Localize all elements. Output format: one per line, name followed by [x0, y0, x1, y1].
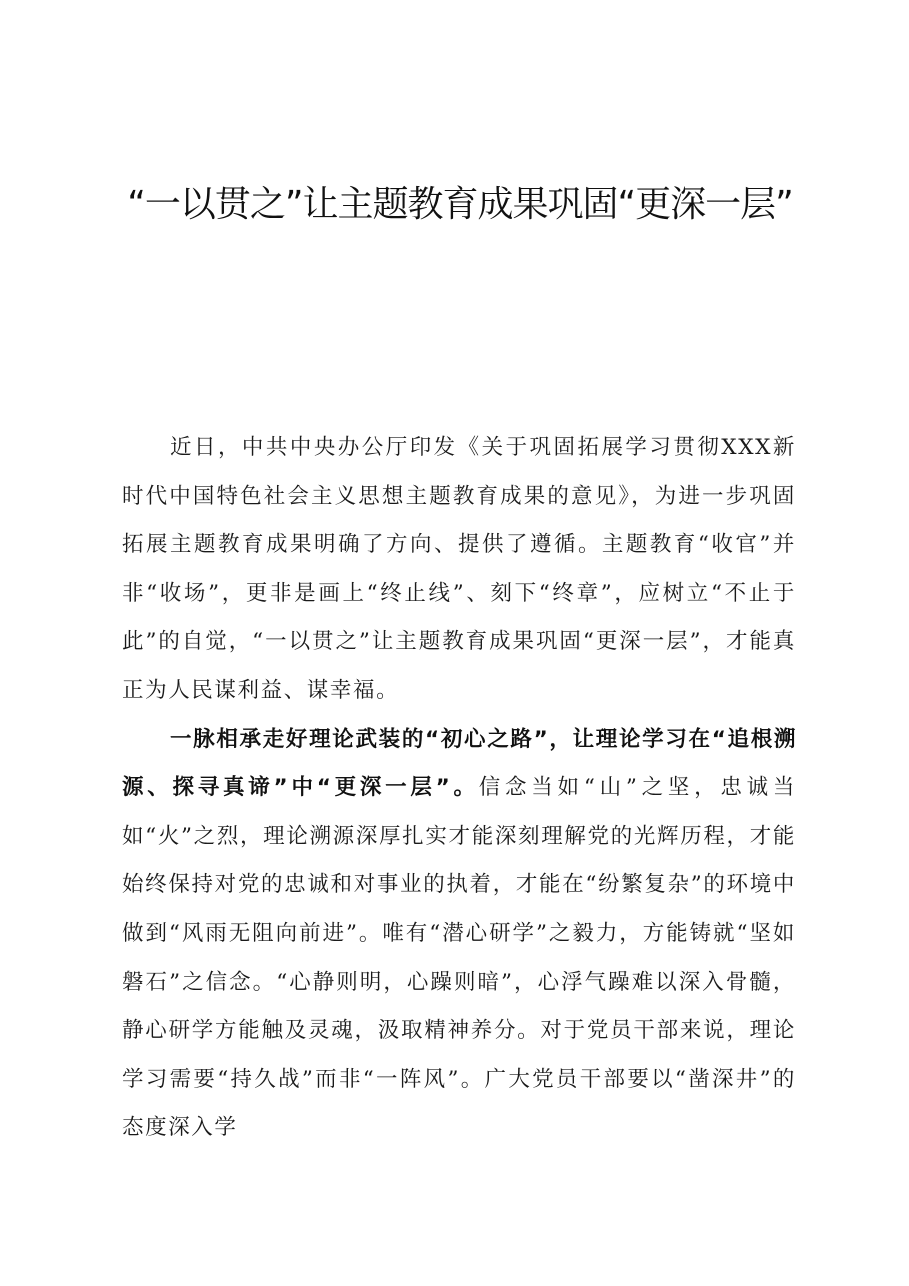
paragraph-text: 信念当如“山”之坚，忠诚当如“火”之烈，理论溯源深厚扎实才能深刻理解党的光辉历程，才能始终保持对党的忠诚和对事业的执着，才能在“纷繁复杂”的环境中做到“风雨无阻向前进”。唯有“潜心研学”之毅力，方能铸就“坚如磐石”之信念。“心静则明，心躁则暗”，心浮气躁难以深入骨髓，静心研学方能触及灵魂，汲取精神养分。对于党员干部来说，理论学习需要“持久战”而非“一阵风”。广大党员干部要以“凿深井”的态度深入学 — [122, 775, 796, 1141]
document-title: “一以贯之”让主题教育成果巩固“更深一层” — [127, 184, 793, 225]
document-body — [122, 424, 796, 1153]
paragraph-intro — [122, 424, 796, 716]
paragraph-theory-study — [122, 716, 796, 1153]
paragraph-text: 近日，中共中央办公厅印发《关于巩固拓展学习贯彻XXX新时代中国特色社会主义思想主题教育成果的意见》，为进一步巩固拓展主题教育成果明确了方向、提供了遵循。主题教育“收官”并非“收场”，更非是画上“终止线”、刻下“终章”，应树立“不止于此”的自觉，“一以贯之”让主题教育成果巩固“更深一层”，才能真正为人民谋利益、谋幸福。 — [122, 435, 796, 703]
paragraph-lead-heading: 一脉相承走好理论武装的“初心之路”，让理论学习在“追根溯源、探寻真谛”中“更深一层”。 — [122, 726, 796, 801]
